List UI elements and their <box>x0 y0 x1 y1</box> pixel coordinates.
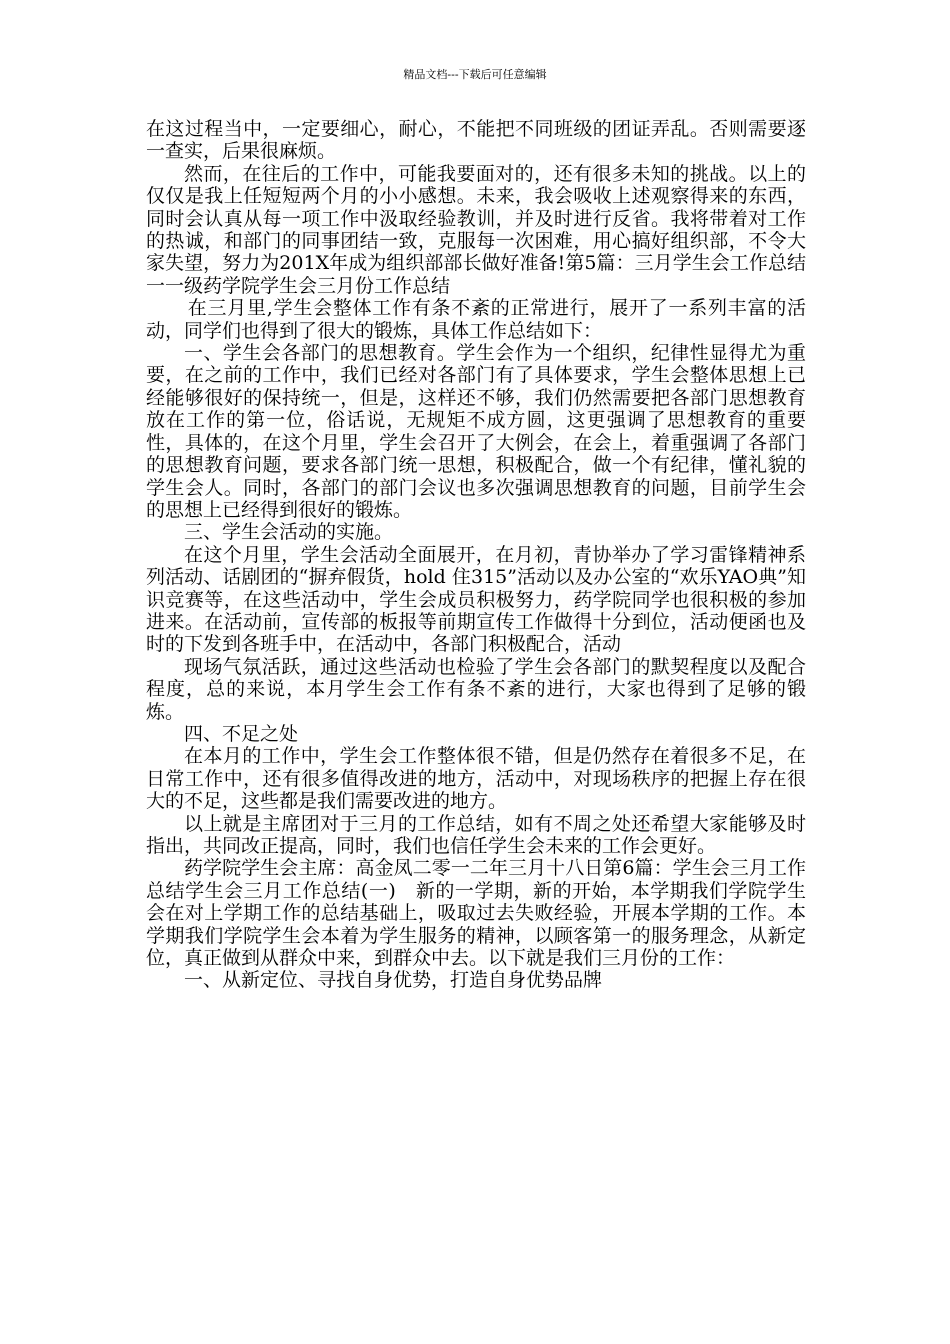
paragraph: 在本月的工作中，学生会工作整体很不错，但是仍然存在着很多不足，在日常工作中，还有很多值得改进的地方，活动中，对现场秩序的把握上存在很大的不足，这些都是我们需要改进的地方。 <box>146 745 806 813</box>
section-heading: 三、学生会活动的实施。 <box>184 521 394 544</box>
paragraph: 现场气氛活跃，通过这些活动也检验了学生会各部门的默契程度以及配合程度，总的来说，本月学生会工作有条不紊的进行，大家也得到了足够的锻炼。 <box>146 655 806 723</box>
paragraph: 然而，在往后的工作中，可能我要面对的，还有很多未知的挑战。以上的仅仅是我上任短短两个月的小小感想。未来，我会吸收上述观察得来的东西，同时会认真从每一项工作中汲取经验教训，并及时进行反省。我将带着对工作的热诚，和部门的同事团结一致，克服每一次困难，用心搞好组织部，不令大家失望，努力为201X年成为组织部部长做好准备!第5篇：三月学生会工作总结一一级药学院学生会三月份工作总结 <box>146 162 806 297</box>
section-heading: 一、从新定位、寻找自身优势，打造自身优势品牌 <box>184 969 603 992</box>
paragraph: 在这过程当中，一定要细心，耐心，不能把不同班级的团证弄乱。否则需要逐一查实，后果很麻烦。 <box>146 118 806 163</box>
paragraph: 在这个月里，学生会活动全面展开，在月初，青协举办了学习雷锋精神系列活动、话剧团的“摒弃假货，hold 住315”活动以及办公室的“欢乐YAO典”知识竞赛等，在这些活动中，学生会成员积极努力，药学院同学也很积极的参加进来。在活动前，宣传部的板报等前期宣传工作做得十分到位，活动便函也及时的下发到各班手中，在活动中，各部门积极配合，活动 <box>146 543 806 656</box>
paragraph: 以上就是主席团对于三月的工作总结，如有不周之处还希望大家能够及时指出，共同改正提高，同时，我们也信任学生会未来的工作会更好。 <box>146 812 806 857</box>
paragraph: 药学院学生会主席：高金凤二零一二年三月十八日第6篇：学生会三月工作总结学生会三月工作总结(一) 新的一学期，新的开始，本学期我们学院学生会在对上学期工作的总结基础上，吸取过去失败经验，开展本学期的工作。本学期我们学院学生会本着为学生服务的精神，以顾客第一的服务理念，从新定位，真正做到从群众中来，到群众中去。以下就是我们三月份的工作： <box>146 857 806 970</box>
page-header: 精品文档---下载后可任意编辑 <box>403 68 547 81</box>
section-heading: 四、不足之处 <box>184 722 299 745</box>
paragraph: 一、学生会各部门的思想教育。学生会作为一个组织，纪律性显得尤为重要，在之前的工作中，我们已经对各部门有了具体要求，学生会整体思想上已经能够很好的保持统一，但是，这样还不够，我们仍然需要把各部门思想教育放在工作的第一位，俗话说，无规矩不成方圆，这更强调了思想教育的重要性，具体的，在这个月里，学生会召开了大例会，在会上，着重强调了各部门的思想教育问题，要求各部门统一思想，积极配合，做一个有纪律，懂礼貌的学生会人。同时，各部门的部门会议也多次强调思想教育的问题，目前学生会的思想上已经得到很好的锻炼。 <box>146 342 806 521</box>
document-body <box>146 118 806 992</box>
paragraph: 在三月里,学生会整体工作有条不紊的正常进行，展开了一系列丰富的活动，同学们也得到了很大的锻炼，具体工作总结如下： <box>146 297 806 342</box>
